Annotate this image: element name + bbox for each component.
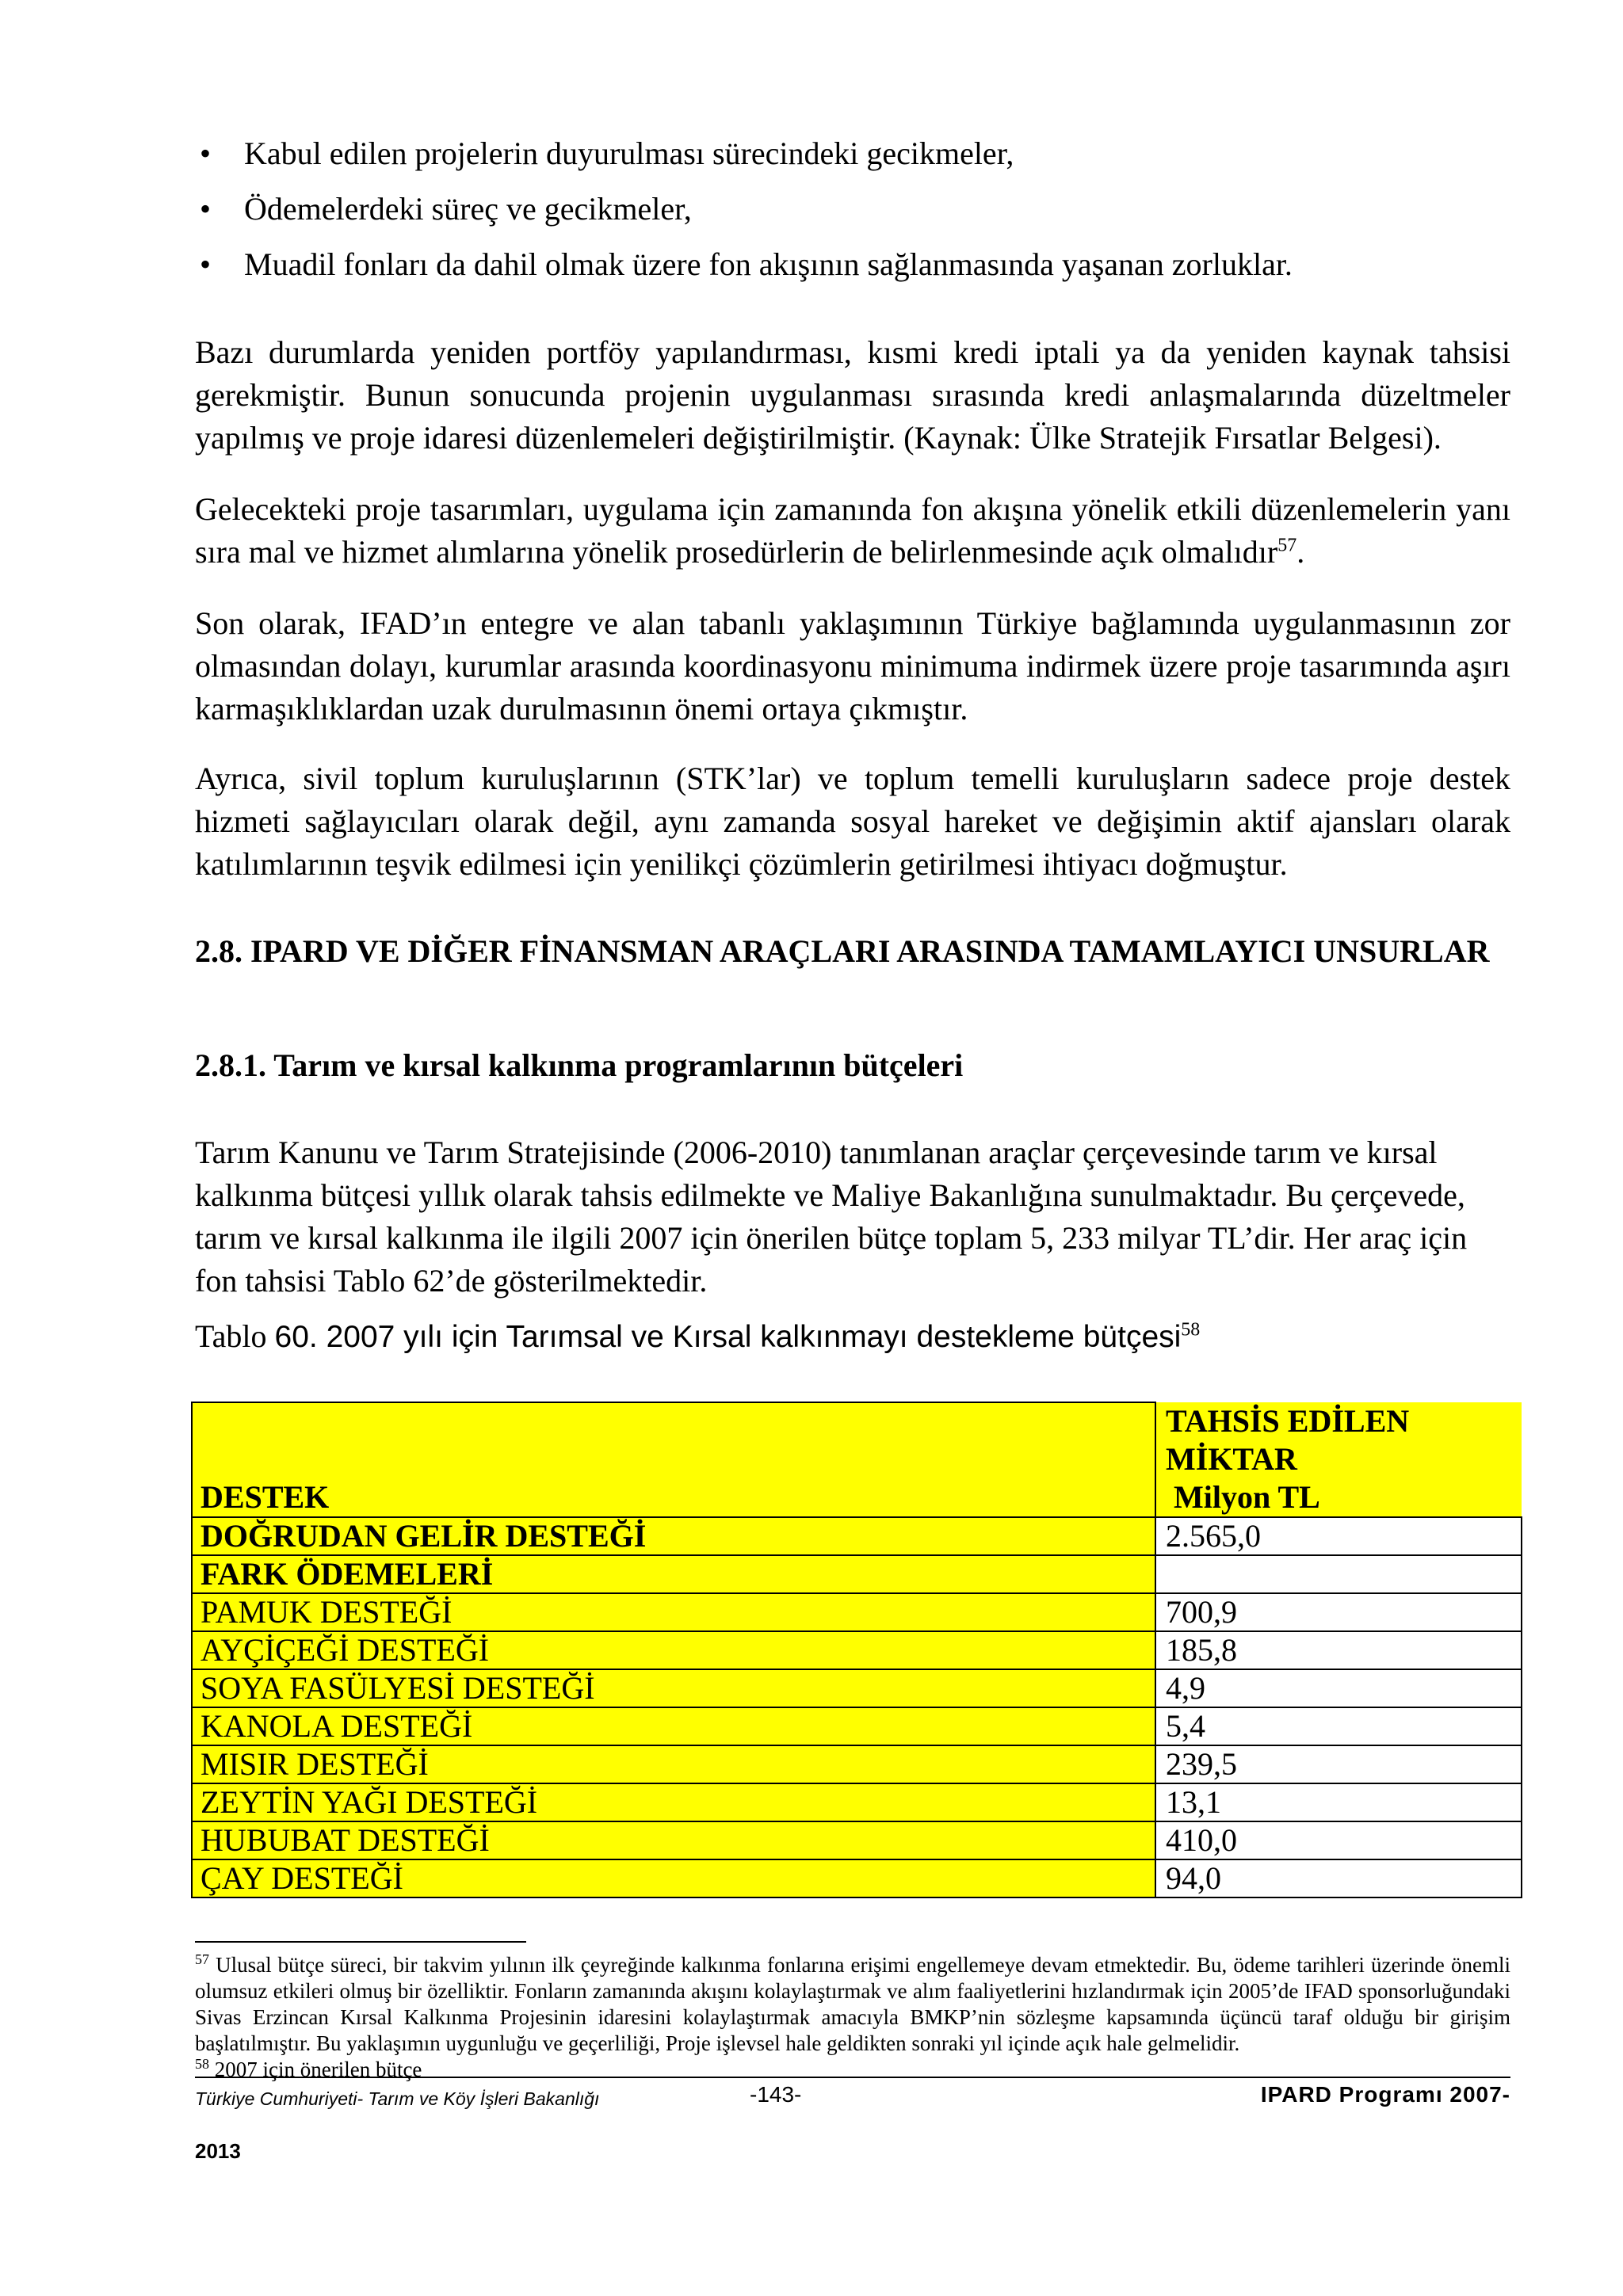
footnotes	[195, 1952, 1510, 2083]
footnote-ref[interactable]: 57	[1277, 535, 1297, 556]
table-row	[192, 1707, 1522, 1745]
bullet-icon: •	[200, 135, 212, 171]
row-label: DOĞRUDAN GELİR DESTEĞİ	[192, 1517, 1155, 1555]
row-label: SOYA FASÜLYESİ DESTEĞİ	[192, 1669, 1155, 1707]
subsection-heading: 2.8.1. Tarım ve kırsal kalkınma programlarının bütçeleri	[195, 1047, 964, 1083]
header-destek: DESTEK	[192, 1402, 1155, 1517]
footnote-number: 58	[195, 2056, 209, 2072]
bullet-list	[195, 135, 1510, 301]
row-value: 410,0	[1155, 1821, 1522, 1859]
table-header-row	[192, 1402, 1522, 1517]
table-row	[192, 1669, 1522, 1707]
paragraph-end: .	[1296, 534, 1305, 570]
row-label: ZEYTİN YAĞI DESTEĞİ	[192, 1783, 1155, 1821]
row-label: AYÇİÇEĞİ DESTEĞİ	[192, 1631, 1155, 1669]
paragraph-ngo: Ayrıca, sivil toplum kuruluşlarının (STK’lar) ve toplum temelli kuruluşların sadece proje destek hizmeti sağlayıcıları olarak değil, aynı zamanda sosyal hareket ve değişimin aktif ajansları olarak katılımlarının teşvik edilmesi için yenilikçi çözümlerin getirilmesi ihtiyacı doğmuştur.	[195, 761, 1510, 882]
footer-year: 2013	[195, 2139, 241, 2163]
footnote-number: 57	[195, 1951, 209, 1967]
footnote-57	[195, 1952, 1510, 2057]
header-amount-line2: MİKTAR	[1166, 1441, 1297, 1477]
table-row	[192, 1631, 1522, 1669]
row-value: 2.565,0	[1155, 1517, 1522, 1555]
row-label: KANOLA DESTEĞİ	[192, 1707, 1155, 1745]
table-row	[192, 1517, 1522, 1555]
table-row	[192, 1593, 1522, 1631]
footer-program: IPARD Programı 2007-	[1260, 2082, 1510, 2107]
list-item	[195, 246, 1510, 301]
table-row	[192, 1783, 1522, 1821]
list-item	[195, 135, 1510, 190]
bullet-text: Kabul edilen projelerin duyurulması sürecindeki gecikmeler,	[244, 135, 1014, 171]
header-amount-unit: Milyon TL	[1166, 1479, 1320, 1515]
row-label: MISIR DESTEĞİ	[192, 1745, 1155, 1783]
row-value: 94,0	[1155, 1859, 1522, 1897]
row-value: 239,5	[1155, 1745, 1522, 1783]
footnote-ref[interactable]: 58	[1181, 1319, 1201, 1341]
table-row	[192, 1745, 1522, 1783]
caption-title: 60. 2007 yılı için Tarımsal ve Kırsal kalkınmayı destekleme bütçesi	[274, 1320, 1182, 1354]
row-value: 700,9	[1155, 1593, 1522, 1631]
footer-divider	[195, 2077, 1510, 2078]
paragraph-portfolio: Bazı durumlarda yeniden portföy yapılandırması, kısmi kredi iptali ya da yeniden kaynak tahsisi gerekmiştir. Bunun sonucunda projenin uygulanması sırasında kredi anlaşmalarında düzeltmeler yapılmış ve proje idaresi düzenlemeleri değiştirilmiştir. (Kaynak: Ülke Stratejik Fırsatlar Belgesi).	[195, 334, 1510, 456]
paragraph-ifad: Son olarak, IFAD’ın entegre ve alan tabanlı yaklaşımının Türkiye bağlamında uygulanmasının zor olmasından dolayı, kurumlar arasında koordinasyonu minimuma indirmek üzere proje tasarımında aşırı karmaşıklıklardan uzak durulmasının önemi ortaya çıkmıştır.	[195, 605, 1510, 727]
footer-ministry: Türkiye Cumhuriyeti- Tarım ve Köy İşleri Bakanlığı	[195, 2088, 600, 2109]
table-row	[192, 1859, 1522, 1897]
row-label: HUBUBAT DESTEĞİ	[192, 1821, 1155, 1859]
bullet-text: Muadil fonları da dahil olmak üzere fon akışının sağlanmasında yaşanan zorluklar.	[244, 246, 1293, 282]
paragraph-text: Gelecekteki proje tasarımları, uygulama için zamanında fon akışına yönelik etkili düzenlemelerin yanı sıra mal ve hizmet alımlarına yönelik prosedürlerin de belirlenmesinde açık olmalıdır	[195, 491, 1510, 570]
row-value: 4,9	[1155, 1669, 1522, 1707]
row-label: ÇAY DESTEĞİ	[192, 1859, 1155, 1897]
row-value: 5,4	[1155, 1707, 1522, 1745]
header-amount-line1: TAHSİS EDİLEN	[1166, 1403, 1410, 1439]
table-row	[192, 1555, 1522, 1593]
row-label: PAMUK DESTEĞİ	[192, 1593, 1155, 1631]
bullet-icon: •	[200, 191, 212, 227]
paragraph-future-design	[195, 488, 1510, 574]
row-value: 185,8	[1155, 1631, 1522, 1669]
footnote-58	[195, 2057, 1510, 2083]
budget-table	[191, 1402, 1522, 1898]
section-heading: 2.8. IPARD VE DİĞER FİNANSMAN ARAÇLARI ARASINDA TAMAMLAYICI UNSURLAR	[195, 933, 1490, 969]
table-caption	[195, 1317, 1200, 1357]
bullet-text: Ödemelerdeki süreç ve gecikmeler,	[244, 191, 692, 227]
header-amount	[1155, 1402, 1522, 1517]
footnote-divider	[195, 1941, 526, 1943]
bullet-icon: •	[200, 246, 212, 282]
table-row	[192, 1821, 1522, 1859]
paragraph-budget: Tarım Kanunu ve Tarım Stratejisinde (2006-2010) tanımlanan araçlar çerçevesinde tarım ve kırsal kalkınma bütçesi yıllık olarak tahsis edilmekte ve Maliye Bakanlığına sunulmaktadır. Bu çerçevede, tarım ve kırsal kalkınma ile ilgili 2007 için önerilen bütçe toplam 5, 233 milyar TL’dir. Her araç için fon tahsisi Tablo 62’de gösterilmektedir.	[195, 1135, 1468, 1299]
caption-prefix: Tablo	[195, 1318, 267, 1354]
footnote-text: 2007 için önerilen bütçe	[209, 2058, 422, 2081]
row-label: FARK ÖDEMELERİ	[192, 1555, 1155, 1593]
row-value: 13,1	[1155, 1783, 1522, 1821]
list-item	[195, 190, 1510, 246]
row-value	[1155, 1555, 1522, 1593]
footnote-text: Ulusal bütçe süreci, bir takvim yılının ilk çeyreğinde kalkınma fonlarına erişimi engellemeye devam etmektedir. Bu, ödeme tarihleri üzerinde önemli olumsuz etkileri olmuş bir özelliktir. Fonların zamanında akışını kolaylaştırmak ve alım faaliyetlerini hızlandırmak için 2005’de IFAD sponsorluğundaki Sivas Erzincan Kırsal Kalkınma Projesinin idaresini kolaylaştırmak amacıyla BMKP’nin sözleşme kapsamında üçüncü taraf olduğu bir girişim başlatılmıştır. Bu yaklaşımın uygunluğu ve geçerliliği, Proje işlevsel hale geldikten sonraki yıl içinde açık hale gelmelidir.	[195, 1953, 1510, 2055]
page-number: -143-	[750, 2082, 802, 2107]
